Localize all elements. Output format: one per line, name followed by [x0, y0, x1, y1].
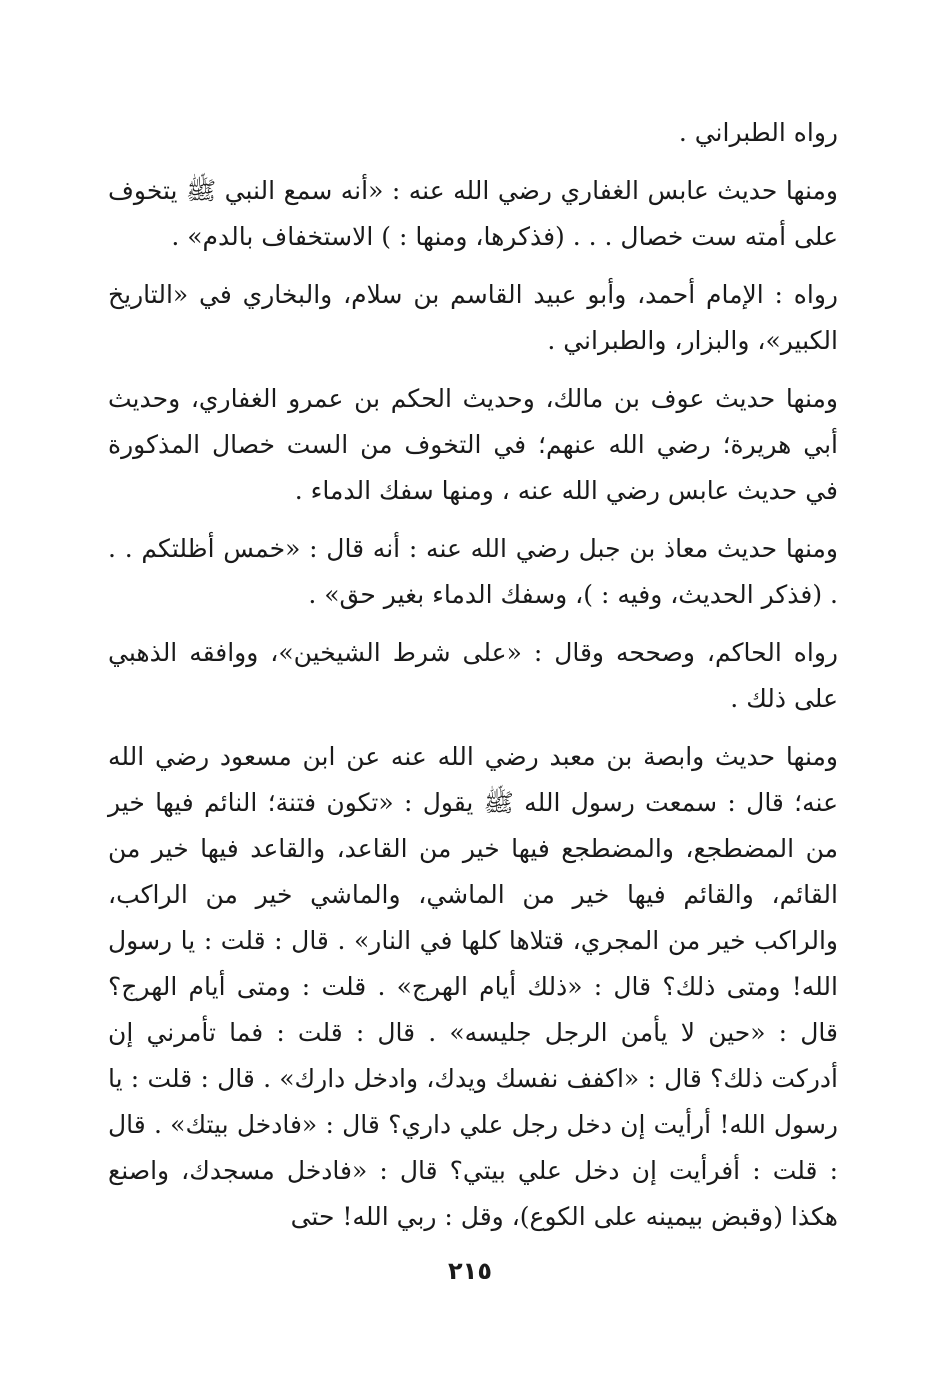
- page-number: ٢١٥: [448, 1257, 492, 1285]
- paragraph-7: ومنها حديث وابصة بن معبد رضي الله عنه عن ابن مسعود رضي الله عنه؛ قال : سمعت رسول الله ﷺ يقول : «تكون فتنة؛ النائم فيها خير من المضطجع، والمضطجع فيها خير من القاعد، والقاعد فيها خير من القائم، والقائم فيها خير من الماشي، والماشي خير من الراكب، والراكب خير من المجري، قتلاها كلها في النار» . قال : قلت : يا رسول الله! ومتى ذلك؟ قال : «ذلك أيام الهرج» . قلت : ومتى أيام الهرج؟ قال : «حين لا يأمن الرجل جليسه» . قال : قلت : فما تأمرني إن أدركت ذلك؟ قال : «اكفف نفسك ويدك، وادخل دارك» . قال : قلت : يا رسول الله! أرأيت إن دخل رجل علي داري؟ قال : «فادخل بيتك» . قال : قلت : أفرأيت إن دخل علي بيتي؟ قال : «فادخل مسجدك، واصنع هكذا (وقبض بيمينه على الكوع)، وقل : ربي الله! حتى: [108, 742, 838, 1231]
- paragraph-5: ومنها حديث معاذ بن جبل رضي الله عنه : أنه قال : «خمس أظلتكم . . . (فذكر الحديث، وفيه : )، وسفك الدماء بغير حق» .: [108, 534, 838, 609]
- page-body: [108, 110, 838, 1240]
- paragraph-2: ومنها حديث عابس الغفاري رضي الله عنه : «أنه سمع النبي ﷺ يتخوف على أمته ست خصال . . . (فذكرها، ومنها : ) الاستخفاف بالدم» .: [108, 176, 838, 251]
- paragraph-6: رواه الحاكم، وصححه وقال : «على شرط الشيخين»، ووافقه الذهبي على ذلك .: [108, 638, 838, 713]
- paragraph-1: رواه الطبراني .: [678, 118, 838, 147]
- paragraph-3: رواه : الإمام أحمد، وأبو عبيد القاسم بن سلام، والبخاري في «التاريخ الكبير»، والبزار، والطبراني .: [108, 280, 838, 355]
- paragraph-4: ومنها حديث عوف بن مالك، وحديث الحكم بن عمرو الغفاري، وحديث أبي هريرة؛ رضي الله عنهم؛ في التخوف من الست خصال المذكورة في حديث عابس رضي الله عنه ، ومنها سفك الدماء .: [108, 384, 838, 505]
